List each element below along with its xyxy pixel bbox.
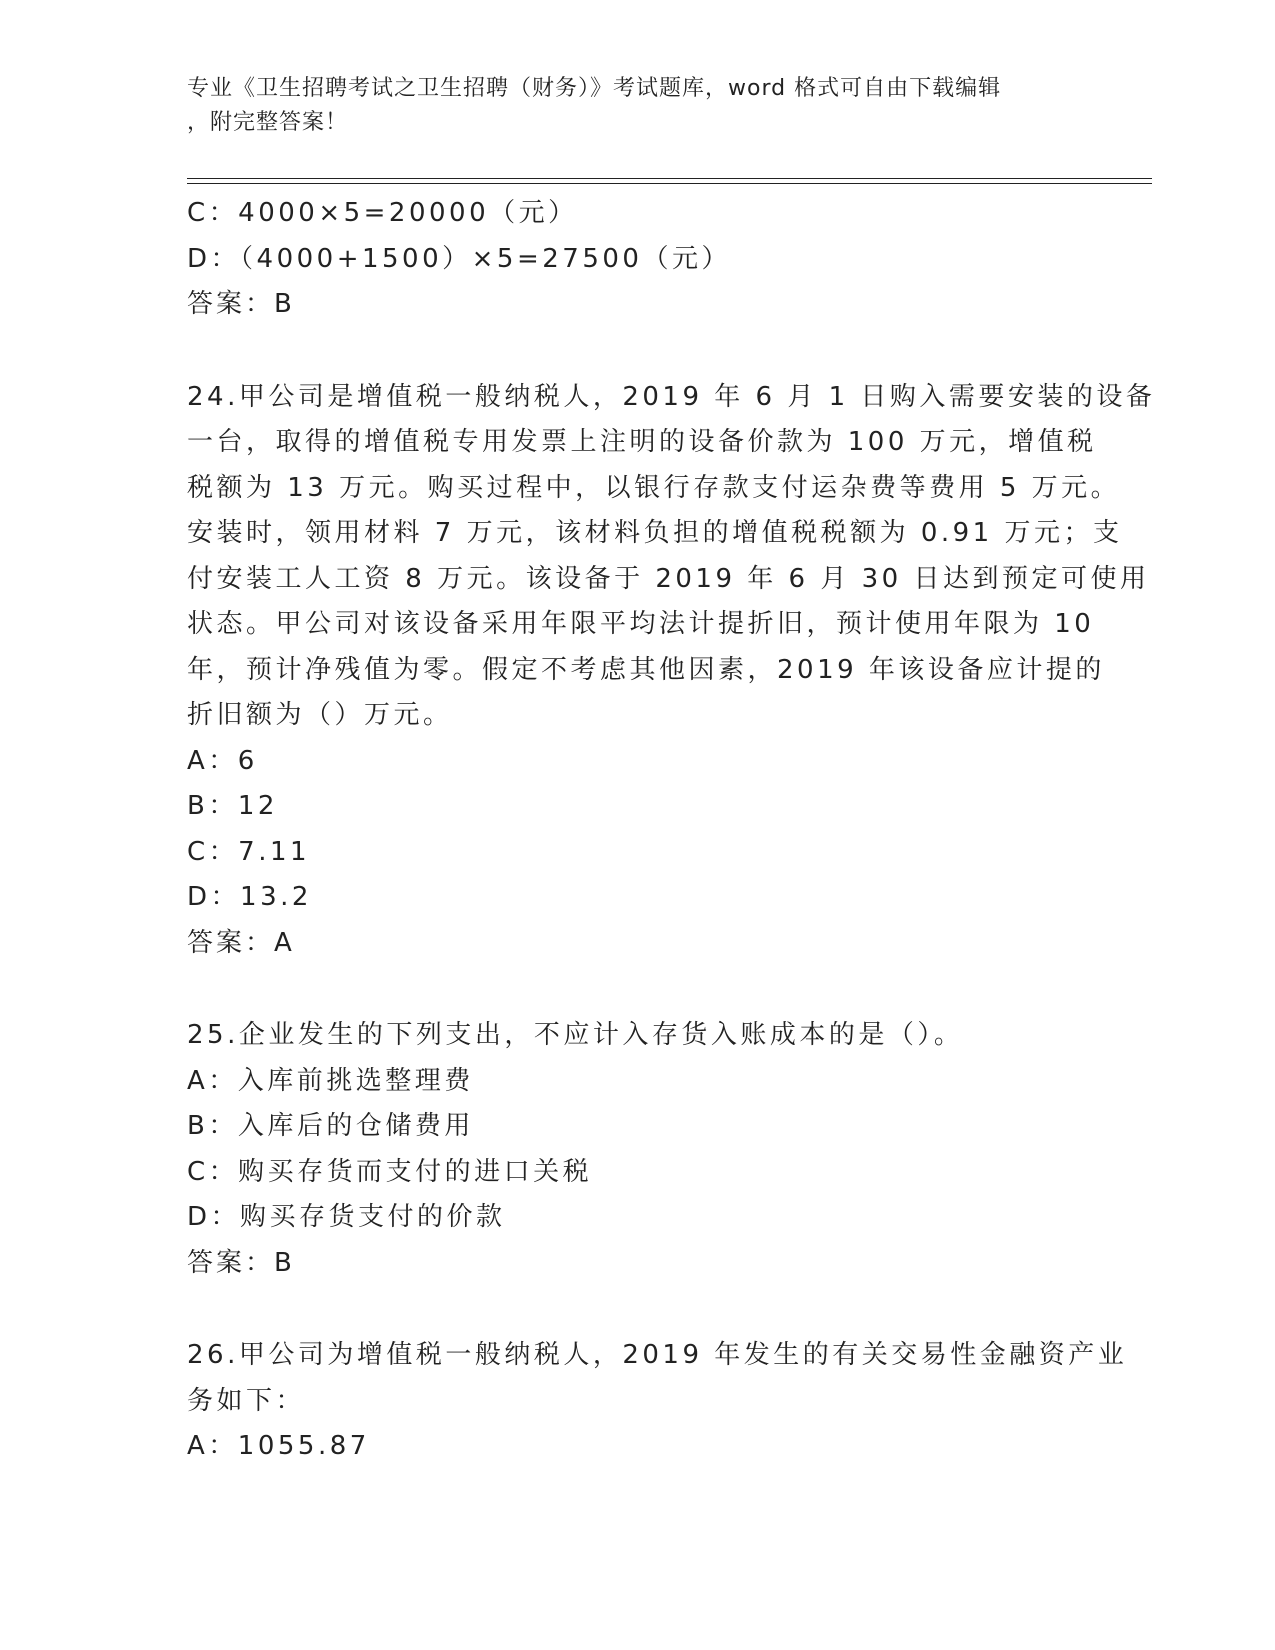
option-b: B：入库后的仓储费用: [187, 1111, 474, 1141]
option-d: D：购买存货支付的价款: [187, 1202, 506, 1232]
question-23: [187, 191, 1087, 328]
document-body: [187, 191, 1156, 1470]
answer: 答案：B: [187, 289, 295, 319]
option-c: C：7.11: [187, 836, 311, 867]
header-divider-bottom: [187, 183, 1152, 184]
question-text-line: 折旧额为（）万元。: [187, 700, 453, 730]
option-d: D：（4000+1500）×5=27500（元）: [187, 243, 731, 274]
question-24: [187, 375, 1156, 967]
option-c: C：购买存货而支付的进口关税: [187, 1156, 593, 1187]
option-a: A：入库前挑选整理费: [187, 1065, 474, 1096]
answer: 答案：A: [187, 927, 295, 958]
question-26: [187, 1333, 1128, 1470]
question-text-line: 25.企业发生的下列支出，不应计入存货入账成本的是（）。: [187, 1020, 964, 1050]
option-a: A：6: [187, 745, 258, 776]
question-text-line: 状态。甲公司对该设备采用年限平均法计提折旧，预计使用年限为 10: [187, 609, 1095, 639]
header-line-1: 专业《卫生招聘考试之卫生招聘（财务）》考试题库，word 格式可自由下载编辑: [187, 76, 1002, 101]
option-a: A：1055.87: [187, 1431, 370, 1461]
header-divider-top: [187, 178, 1152, 179]
question-text-line: 税额为 13 万元。购买过程中，以银行存款支付运杂费等费用 5 万元。: [187, 472, 1121, 503]
option-b: B：12: [187, 791, 278, 821]
question-text-line: 一台，取得的增值税专用发票上注明的设备价款为 100 万元，增值税: [187, 427, 1097, 457]
question-text-line: 付安装工人工资 8 万元。该设备于 2019 年 6 月 30 日达到预定可使用: [187, 563, 1150, 594]
option-d: D：13.2: [187, 882, 312, 912]
question-text-line: 24.甲公司是增值税一般纳税人，2019 年 6 月 1 日购入需要安装的设备: [187, 381, 1156, 412]
question-25: [187, 1013, 1087, 1286]
option-c: C：4000×5=20000（元）: [187, 198, 578, 228]
answer: 答案：B: [187, 1247, 295, 1278]
document-header: [187, 72, 1067, 140]
question-text-line: 安装时，领用材料 7 万元，该材料负担的增值税税额为 0.91 万元；支: [187, 518, 1123, 548]
header-line-2: ，附完整答案！: [187, 110, 349, 135]
question-text-line: 年，预计净残值为零。假定不考虑其他因素，2019 年该设备应计提的: [187, 654, 1105, 685]
question-text-line: 务如下：: [187, 1385, 306, 1416]
question-text-line: 26.甲公司为增值税一般纳税人，2019 年发生的有关交易性金融资产业: [187, 1340, 1128, 1370]
